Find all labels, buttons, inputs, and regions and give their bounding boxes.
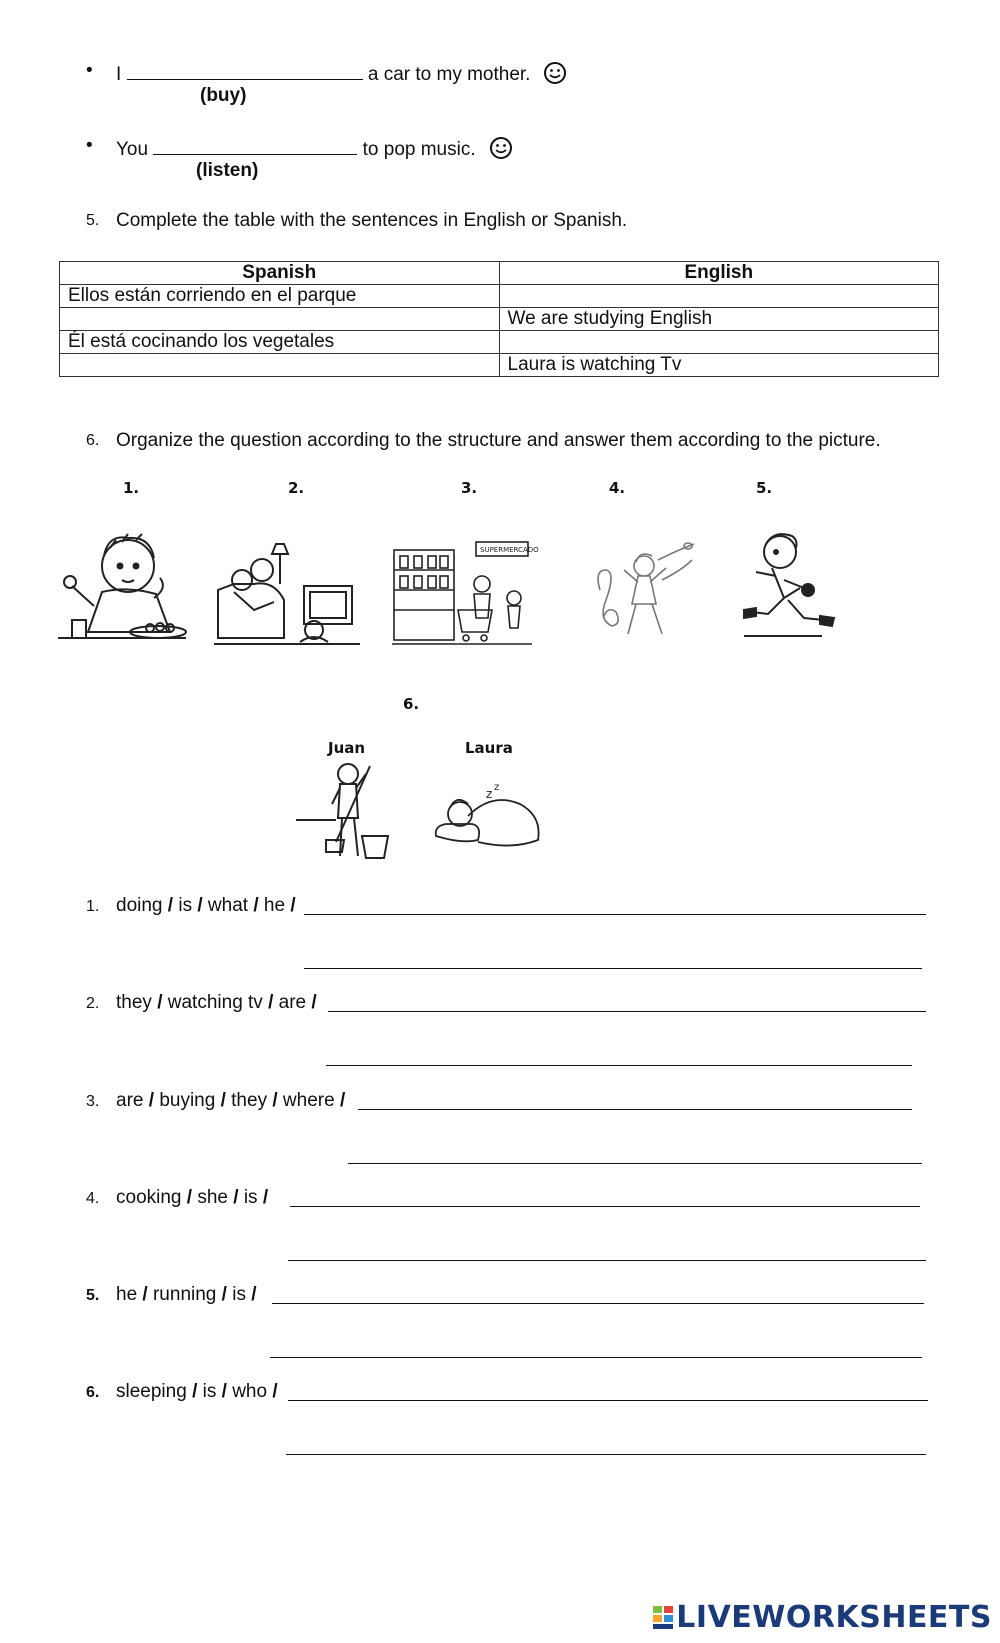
girl-singing-picture	[592, 540, 698, 644]
brand-text: LIVEWORKSHEETS	[676, 1600, 992, 1635]
picture-number: 6.	[403, 695, 420, 713]
question-words: doing / is / what / he /	[116, 895, 296, 916]
word: is	[178, 895, 193, 916]
smiley-icon	[489, 136, 513, 160]
answer-line[interactable]	[270, 1339, 922, 1358]
picture-number: 4.	[609, 479, 626, 497]
question-answer-line[interactable]	[290, 1188, 920, 1207]
table-header-row	[60, 262, 939, 285]
smiley-icon	[543, 61, 567, 85]
word: they	[231, 1090, 268, 1111]
question-words: sleeping / is / who /	[116, 1381, 278, 1402]
question-number: 1.	[86, 898, 100, 915]
cell-english: Laura is watching Tv	[499, 354, 939, 377]
question-number: 5.	[86, 1287, 100, 1304]
question-answer-line[interactable]	[328, 993, 926, 1012]
question-words: cooking / she / is /	[116, 1187, 269, 1208]
picture-number: 2.	[288, 479, 305, 497]
answer-line[interactable]	[326, 1047, 912, 1066]
question-answer-line[interactable]	[304, 896, 926, 915]
word: doing	[116, 895, 163, 916]
bullet-dot: •	[86, 60, 93, 81]
word: buying	[159, 1090, 216, 1111]
cell-english-answer[interactable]	[499, 285, 939, 308]
word: they	[116, 992, 152, 1013]
liveworksheets-brand	[652, 1600, 992, 1635]
question-number: 6.	[86, 1384, 100, 1401]
cell-spanish-answer[interactable]	[60, 354, 500, 377]
liveworksheets-logo-icon	[652, 1604, 674, 1630]
boy-mopping-picture	[296, 760, 396, 864]
word: who	[232, 1381, 268, 1402]
answer-line[interactable]	[288, 1242, 926, 1261]
section-instruction: Organize the question according to the structure and answer them according to the picture.	[116, 430, 881, 451]
table-row	[60, 308, 939, 331]
question-number: 3.	[86, 1093, 100, 1110]
question-number: 4.	[86, 1190, 100, 1207]
answer-blank[interactable]	[127, 61, 363, 80]
svg-text:z: z	[486, 787, 493, 801]
bullet-sentence-2	[116, 136, 476, 161]
cell-english: We are studying English	[499, 308, 939, 331]
column-header-spanish: Spanish	[60, 262, 500, 285]
verb-hint: (listen)	[196, 160, 259, 181]
question-words: they / watching tv / are /	[116, 992, 317, 1013]
question-answer-line[interactable]	[272, 1285, 924, 1304]
supermarket-picture	[392, 540, 539, 648]
table-row	[60, 285, 939, 308]
bullet-subject: You	[116, 139, 149, 160]
question-answer-line[interactable]	[358, 1091, 912, 1110]
column-header-english: English	[499, 262, 939, 285]
question-words: he / running / is /	[116, 1284, 257, 1305]
answer-line[interactable]	[304, 950, 922, 969]
cell-spanish: Él está cocinando los vegetales	[60, 331, 500, 354]
word: she	[197, 1187, 228, 1208]
bullet-subject: I	[116, 64, 122, 85]
cell-spanish-answer[interactable]	[60, 308, 500, 331]
boy-eating-picture	[58, 528, 186, 646]
word: cooking	[116, 1187, 182, 1208]
verb-hint: (buy)	[200, 85, 247, 106]
bullet-rest: to pop music.	[362, 139, 476, 160]
word: sleeping	[116, 1381, 187, 1402]
bullet-sentence-1	[116, 61, 530, 86]
character-name-laura: Laura	[465, 739, 513, 757]
answer-blank[interactable]	[153, 136, 357, 155]
character-name-juan: Juan	[328, 739, 366, 757]
cell-english-answer[interactable]	[499, 331, 939, 354]
word: where	[282, 1090, 335, 1111]
boy-running-picture	[738, 528, 838, 644]
word: he	[263, 895, 286, 916]
section-number: 5.	[86, 212, 100, 229]
word: running	[152, 1284, 217, 1305]
word: is	[232, 1284, 246, 1305]
word: watching tv	[167, 992, 263, 1013]
question-number: 2.	[86, 995, 100, 1012]
girl-sleeping-picture	[432, 780, 546, 854]
family-watching-tv-picture	[214, 540, 360, 648]
svg-text:z: z	[494, 782, 500, 793]
word: is	[243, 1187, 258, 1208]
word: what	[207, 895, 249, 916]
translation-table	[59, 261, 939, 377]
bullet-dot: •	[86, 135, 93, 156]
svg-text:SUPERMERCADO: SUPERMERCADO	[480, 546, 539, 554]
section-instruction: Complete the table with the sentences in English or Spanish.	[116, 210, 628, 231]
picture-number: 1.	[123, 479, 140, 497]
question-words: are / buying / they / where /	[116, 1090, 346, 1111]
word: he	[116, 1284, 138, 1305]
question-answer-line[interactable]	[288, 1382, 928, 1401]
table-row	[60, 331, 939, 354]
picture-number: 5.	[756, 479, 773, 497]
word: are	[116, 1090, 144, 1111]
cell-spanish: Ellos están corriendo en el parque	[60, 285, 500, 308]
answer-line[interactable]	[348, 1145, 922, 1164]
answer-line[interactable]	[286, 1436, 926, 1455]
word: is	[202, 1381, 217, 1402]
section-number: 6.	[86, 432, 100, 449]
table-row	[60, 354, 939, 377]
word: are	[278, 992, 307, 1013]
bullet-rest: a car to my mother.	[367, 64, 531, 85]
picture-number: 3.	[461, 479, 478, 497]
